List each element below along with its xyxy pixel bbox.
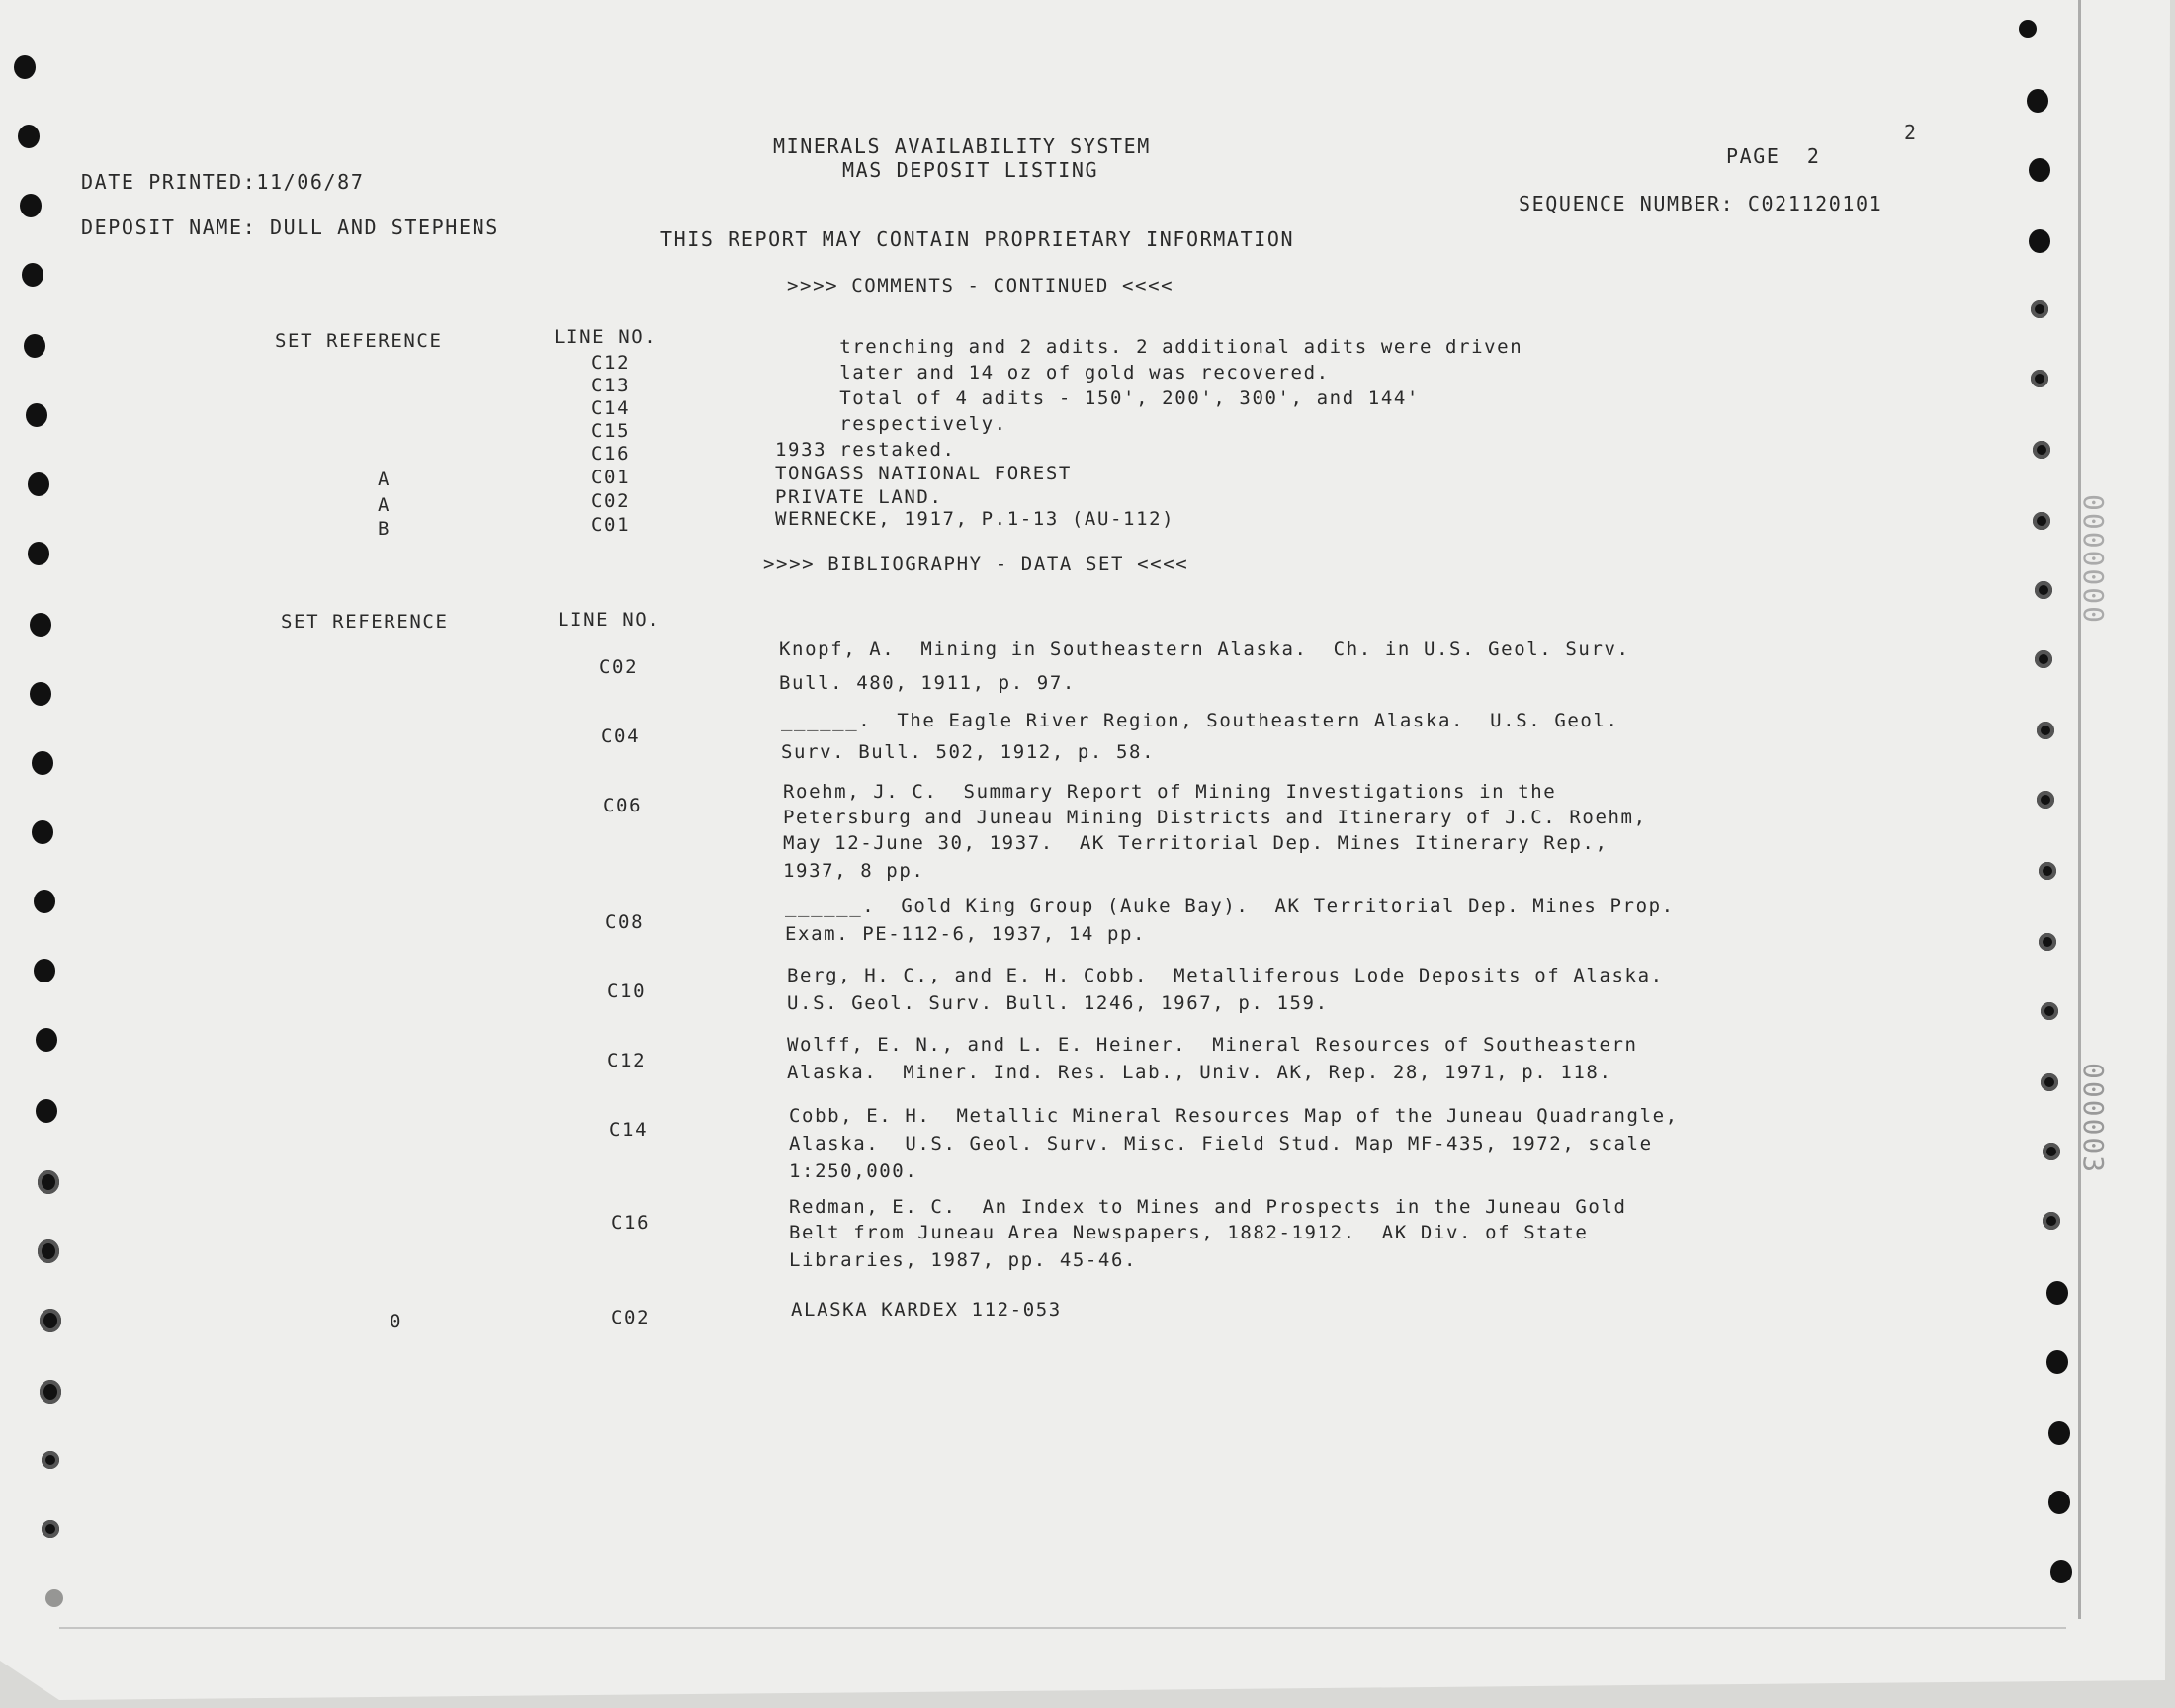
feed-hole xyxy=(2035,581,2052,599)
feed-hole xyxy=(42,1451,59,1469)
feed-hole xyxy=(2041,1002,2058,1020)
bibliography-heading: >>>> BIBLIOGRAPHY - DATA SET <<<< xyxy=(763,554,1189,575)
feed-hole xyxy=(36,1028,57,1052)
bib-line-no: C10 xyxy=(607,981,647,1002)
comment-line-no: C13 xyxy=(591,375,631,396)
bib-line-no: C02 xyxy=(599,656,639,678)
bibliography-col-set-reference: SET REFERENCE xyxy=(281,611,449,633)
bib-text-line: Surv. Bull. 502, 1912, p. 58. xyxy=(781,741,1156,763)
bib-text-line: Petersburg and Juneau Mining Districts and Itinerary of J.C. Roehm, xyxy=(783,807,1647,828)
margin-pencil-marks: 0000000 xyxy=(2077,494,2110,626)
bottom-perforation xyxy=(59,1627,2066,1629)
feed-hole xyxy=(2048,1491,2070,1514)
bib-text-line: Wolff, E. N., and L. E. Heiner. Mineral Resources of Southeastern xyxy=(787,1034,1638,1056)
comments-col-line-no: LINE NO. xyxy=(554,326,657,348)
feed-hole xyxy=(36,1099,57,1123)
page-label: PAGE 2 xyxy=(1726,144,1821,168)
tractor-feed-perforation xyxy=(2078,0,2081,1619)
feed-hole xyxy=(26,403,47,427)
feed-hole xyxy=(42,1520,59,1538)
feed-hole xyxy=(2035,650,2052,668)
feed-hole xyxy=(2050,1560,2072,1583)
bib-text-line: U.S. Geol. Surv. Bull. 1246, 1967, p. 159. xyxy=(787,992,1329,1014)
bib-text-line: Knopf, A. Mining in Southeastern Alaska. Ch. in U.S. Geol. Surv. xyxy=(779,639,1630,660)
bib-line-no: C14 xyxy=(609,1119,649,1141)
feed-hole xyxy=(2029,158,2050,182)
feed-hole xyxy=(2027,89,2048,113)
feed-hole xyxy=(34,959,55,982)
feed-hole xyxy=(2046,1281,2068,1305)
corner-page-number: 2 xyxy=(1904,121,1917,144)
feed-hole xyxy=(38,1170,59,1194)
bib-text-line: Bull. 480, 1911, p. 97. xyxy=(779,672,1076,694)
margin-pencil-marks: 000003 xyxy=(2077,1063,2110,1175)
comment-text: 1933 restaked. xyxy=(775,439,956,461)
feed-hole xyxy=(20,194,42,217)
comment-line-no: C15 xyxy=(591,420,631,442)
comment-text: later and 14 oz of gold was recovered. xyxy=(775,362,1330,384)
bib-text-line: 1937, 8 pp. xyxy=(783,860,925,882)
bib-line-no: C06 xyxy=(603,795,643,816)
comment-line-no: C01 xyxy=(591,514,631,536)
feed-hole xyxy=(2039,933,2056,951)
bib-text-line: Alaska. Miner. Ind. Res. Lab., Univ. AK, Rep. 28, 1971, p. 118. xyxy=(787,1062,1612,1083)
feed-hole xyxy=(2039,862,2056,880)
feed-hole xyxy=(30,613,51,637)
feed-hole xyxy=(28,472,49,496)
comments-heading: >>>> COMMENTS - CONTINUED <<<< xyxy=(787,275,1174,297)
feed-hole xyxy=(2048,1421,2070,1445)
bib-text-line: Cobb, E. H. Metallic Mineral Resources Map of the Juneau Quadrangle, xyxy=(789,1105,1679,1127)
feed-hole xyxy=(32,751,53,775)
feed-hole xyxy=(34,890,55,913)
feed-hole xyxy=(40,1380,61,1404)
feed-hole xyxy=(2041,1073,2058,1091)
comment-line-no: C01 xyxy=(591,467,631,488)
feed-hole xyxy=(18,125,40,148)
bib-text-line: ______. Gold King Group (Auke Bay). AK Territorial Dep. Mines Prop. xyxy=(785,896,1675,917)
bib-line-no: C08 xyxy=(605,911,645,933)
proprietary-notice: THIS REPORT MAY CONTAIN PROPRIETARY INFORMATION xyxy=(660,227,1295,251)
comment-text: TONGASS NATIONAL FOREST xyxy=(775,463,1072,484)
feed-hole xyxy=(2046,1350,2068,1374)
bib-line-no: C04 xyxy=(601,726,641,747)
comment-set: B xyxy=(378,518,392,540)
feed-hole xyxy=(38,1239,59,1263)
system-title: MINERALS AVAILABILITY SYSTEM xyxy=(773,134,1151,158)
feed-hole xyxy=(2019,20,2037,38)
feed-hole xyxy=(45,1589,63,1607)
feed-hole xyxy=(2031,300,2048,318)
feed-hole xyxy=(2043,1212,2060,1230)
feed-hole xyxy=(22,263,44,287)
bib-line-no: C16 xyxy=(611,1212,651,1234)
bib-text-line: Roehm, J. C. Summary Report of Mining Investigations in the xyxy=(783,781,1557,803)
bib-text-line: ALASKA KARDEX 112-053 xyxy=(791,1299,1062,1321)
feed-hole xyxy=(2037,791,2054,809)
bibliography-col-line-no: LINE NO. xyxy=(558,609,661,631)
feed-hole xyxy=(28,542,49,565)
feed-hole xyxy=(2033,512,2050,530)
comment-set: A xyxy=(378,494,392,516)
bib-text-line: Libraries, 1987, pp. 45-46. xyxy=(789,1249,1138,1271)
bib-text-line: May 12-June 30, 1937. AK Territorial Dep. Mines Itinerary Rep., xyxy=(783,832,1609,854)
bib-text-line: Redman, E. C. An Index to Mines and Prospects in the Juneau Gold xyxy=(789,1196,1627,1218)
comments-col-set-reference: SET REFERENCE xyxy=(275,330,443,352)
comment-line-no: C16 xyxy=(591,443,631,465)
bib-text-line: 1:250,000. xyxy=(789,1160,918,1182)
feed-hole xyxy=(32,820,53,844)
comment-text: Total of 4 adits - 150', 200', 300', and 144' xyxy=(775,387,1420,409)
comment-text: respectively. xyxy=(775,413,1007,435)
sequence-number: SEQUENCE NUMBER: C021120101 xyxy=(1519,192,1883,215)
bib-text-line: Berg, H. C., and E. H. Cobb. Metalliferous Lode Deposits of Alaska. xyxy=(787,965,1664,986)
comment-line-no: C02 xyxy=(591,490,631,512)
feed-hole xyxy=(40,1309,61,1332)
feed-hole xyxy=(2043,1143,2060,1160)
feed-hole xyxy=(2029,229,2050,253)
listing-title: MAS DEPOSIT LISTING xyxy=(842,158,1099,182)
bib-text-line: Exam. PE-112-6, 1937, 14 pp. xyxy=(785,923,1147,945)
bib-line-no: C02 xyxy=(611,1307,651,1328)
deposit-name: DEPOSIT NAME: DULL AND STEPHENS xyxy=(81,215,499,239)
comment-text: WERNECKE, 1917, P.1-13 (AU-112) xyxy=(775,508,1175,530)
feed-hole xyxy=(24,334,45,358)
bib-text-line: Alaska. U.S. Geol. Surv. Misc. Field Stud. Map MF-435, 1972, scale xyxy=(789,1133,1653,1154)
bib-text-line: ______. The Eagle River Region, Southeastern Alaska. U.S. Geol. xyxy=(781,710,1619,731)
comment-line-no: C14 xyxy=(591,397,631,419)
feed-hole xyxy=(14,55,36,79)
comment-text: trenching and 2 adits. 2 additional adits were driven xyxy=(775,336,1523,358)
feed-hole xyxy=(2033,441,2050,459)
bib-text-line: Belt from Juneau Area Newspapers, 1882-1912. AK Div. of State xyxy=(789,1222,1589,1243)
comment-set: A xyxy=(378,469,392,490)
comment-line-no: C12 xyxy=(591,352,631,374)
bib-set: 0 xyxy=(390,1311,403,1332)
date-printed: DATE PRINTED:11/06/87 xyxy=(81,170,365,194)
feed-hole xyxy=(2037,722,2054,739)
feed-hole xyxy=(30,682,51,706)
bib-line-no: C12 xyxy=(607,1050,647,1071)
feed-hole xyxy=(2031,370,2048,387)
comment-text: PRIVATE LAND. xyxy=(775,486,943,508)
